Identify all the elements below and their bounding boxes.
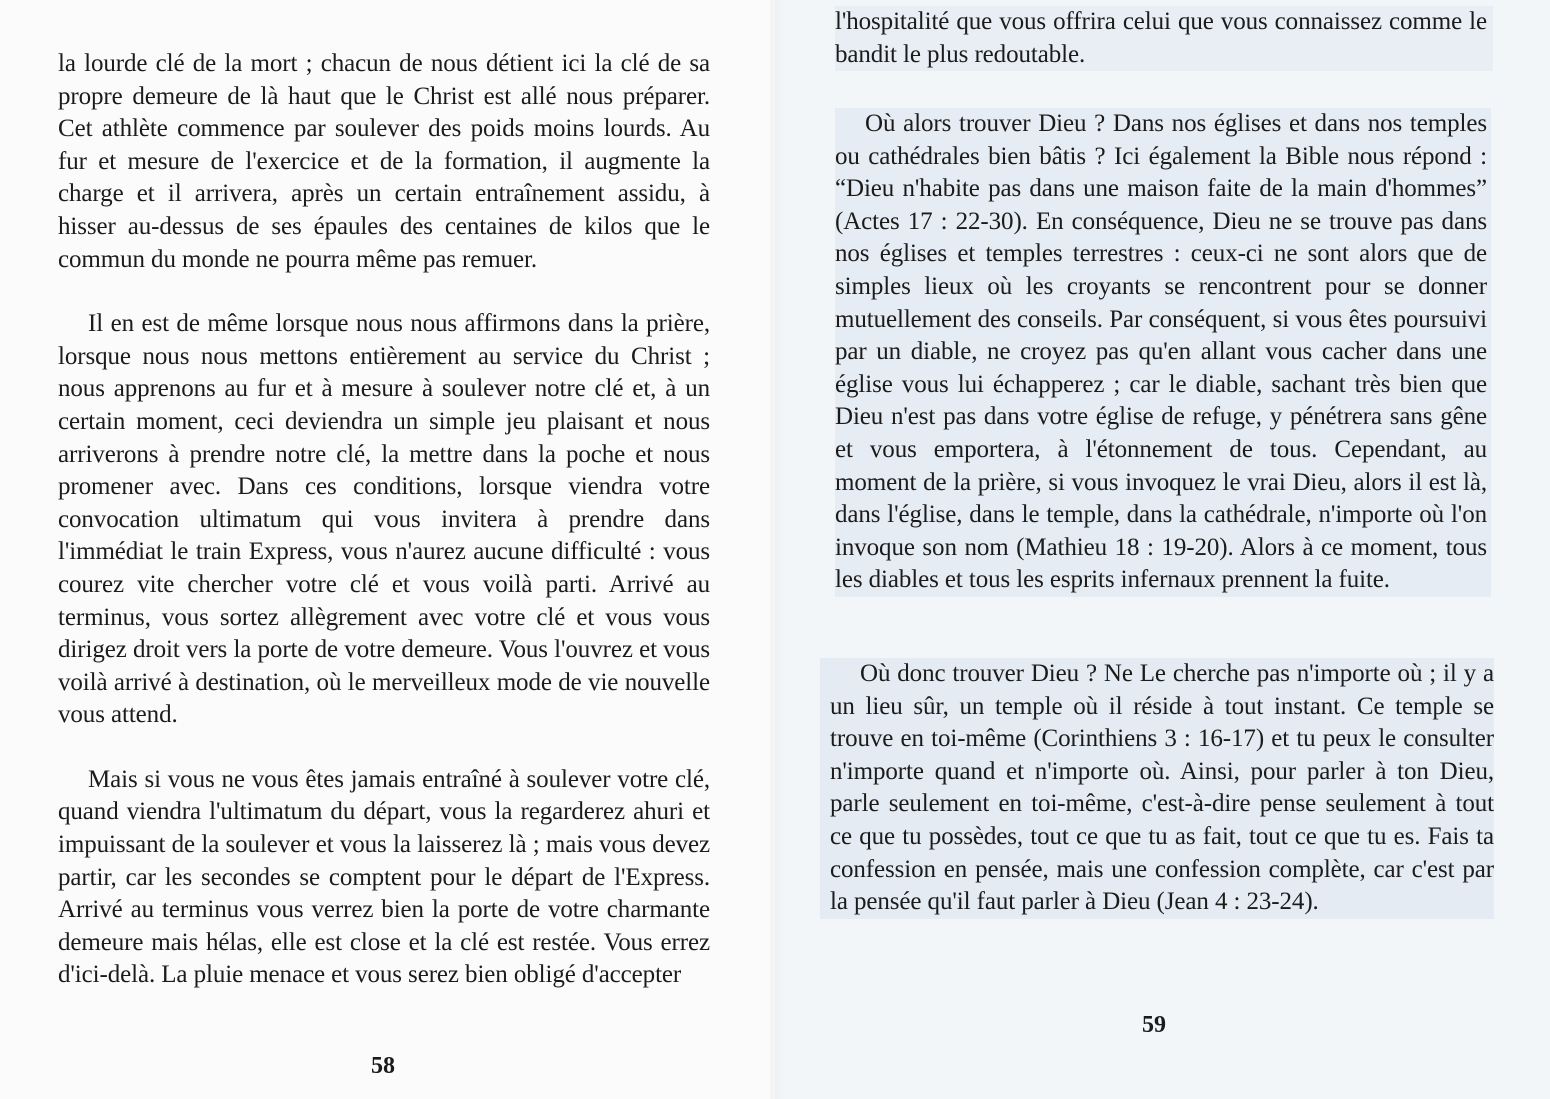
left-paragraph-1: la lourde clé de la mort ; chacun de nous détient ici la clé de sa propre demeure de là haut que le Christ est allé nous préparer. Cet athlète commence par soulever des poids moins lourds. Au fur et mesure de l'exercice et de la formation, il augmente la charge et il arrivera, après un certain entraînement assidu, à hisser au-dessus de ses épaules des centaines de kilos que le commun du monde ne pourra même pas remuer.	[58, 50, 710, 273]
right-page-number: 59	[1142, 1012, 1166, 1038]
right-paragraph-1	[835, 6, 1493, 71]
right-paragraph-1-text: l'hospitalité que vous offrira celui que vous connaissez comme le bandit le plus redoutable.	[835, 8, 1487, 68]
left-page-number: 58	[371, 1053, 395, 1079]
right-paragraph-2-text: Où alors trouver Dieu ? Dans nos églises et dans nos temples ou cathédrales bien bâtis ? Ici également la Bible nous répond : “Dieu n'habite pas dans une maison faite de la main d'hommes” (Actes 17 : 22-30). En conséquence, Dieu ne se trouve pas dans nos églises et temples terrestres : ceux-ci ne sont alors que de simples lieux où les croyants se rencontrent pour se donner mutuellement des conseils. Par conséquent, si vous êtes poursuivi par un diable, ne croyez pas qu'en allant vous cacher dans une église vous lui échapperez ; car le diable, sachant très bien que Dieu n'est pas dans votre église de refuge, y pénétrera sans gêne et vous emportera, à l'étonnement de tous. Cependant, au moment de la prière, si vous invoquez le vrai Dieu, alors il est là, dans l'église, dans le temple, dans la cathédrale, n'importe où l'on invoque son nom (Mathieu 18 : 19-20). Alors à ce moment, tous les diables et tous les esprits infernaux prennent la fuite.	[835, 110, 1487, 594]
right-paragraph-3-text: Où donc trouver Dieu ? Ne Le cherche pas n'importe où ; il y a un lieu sûr, un temple où il réside à tout instant. Ce temple se trouve en toi-même (Corinthiens 3 : 16-17) et tu peux le consulter n'importe quand et n'importe où. Ainsi, pour parler à ton Dieu, parle seulement en toi-même, c'est-à-dire pense seulement à tout ce que tu possèdes, tout ce que tu as fait, tout ce que tu es. Fais ta confession en pensée, mais une confession complète, car c'est par la pensée qu'il faut parler à Dieu (Jean 4 : 23-24).	[830, 660, 1494, 916]
right-paragraph-3	[820, 658, 1494, 919]
left-paragraph-3: Mais si vous ne vous êtes jamais entraîné à soulever votre clé, quand viendra l'ultimatum du départ, vous la regarderez ahuri et impuissant de la soulever et vous la laisserez là ; mais vous devez partir, car les secondes se comptent pour le départ de l'Express. Arrivé au terminus vous verrez bien la porte de votre charmante demeure mais hélas, elle est close et la clé est restée. Vous errez d'ici-delà. La pluie menace et vous serez bien obligé d'accepter	[58, 765, 710, 989]
right-paragraph-2	[835, 108, 1491, 597]
left-page-text	[58, 48, 710, 992]
gutter-shadow	[770, 0, 784, 1099]
left-paragraph-2: Il en est de même lorsque nous nous affirmons dans la prière, lorsque nous nous mettons entièrement au service du Christ ; nous apprenons au fur et à mesure à soulever notre clé et, à un certain moment, ceci deviendra un simple jeu plaisant et nous arriverons à prendre notre clé, la mettre dans la poche et nous promener avec. Dans ces conditions, lorsque viendra votre convocation ultimatum qui vous invitera à prendre dans l'immédiat le train Express, vous n'aurez aucune difficulté : vous courez vite chercher votre clé et vous voilà parti. Arrivé au terminus, vous sortez allègrement avec votre clé et vous vous dirigez droit vers la porte de votre demeure. Vous l'ouvrez et vous voilà arrivé à destination, où le merveilleux mode de vie nouvelle vous attend.	[58, 310, 710, 729]
